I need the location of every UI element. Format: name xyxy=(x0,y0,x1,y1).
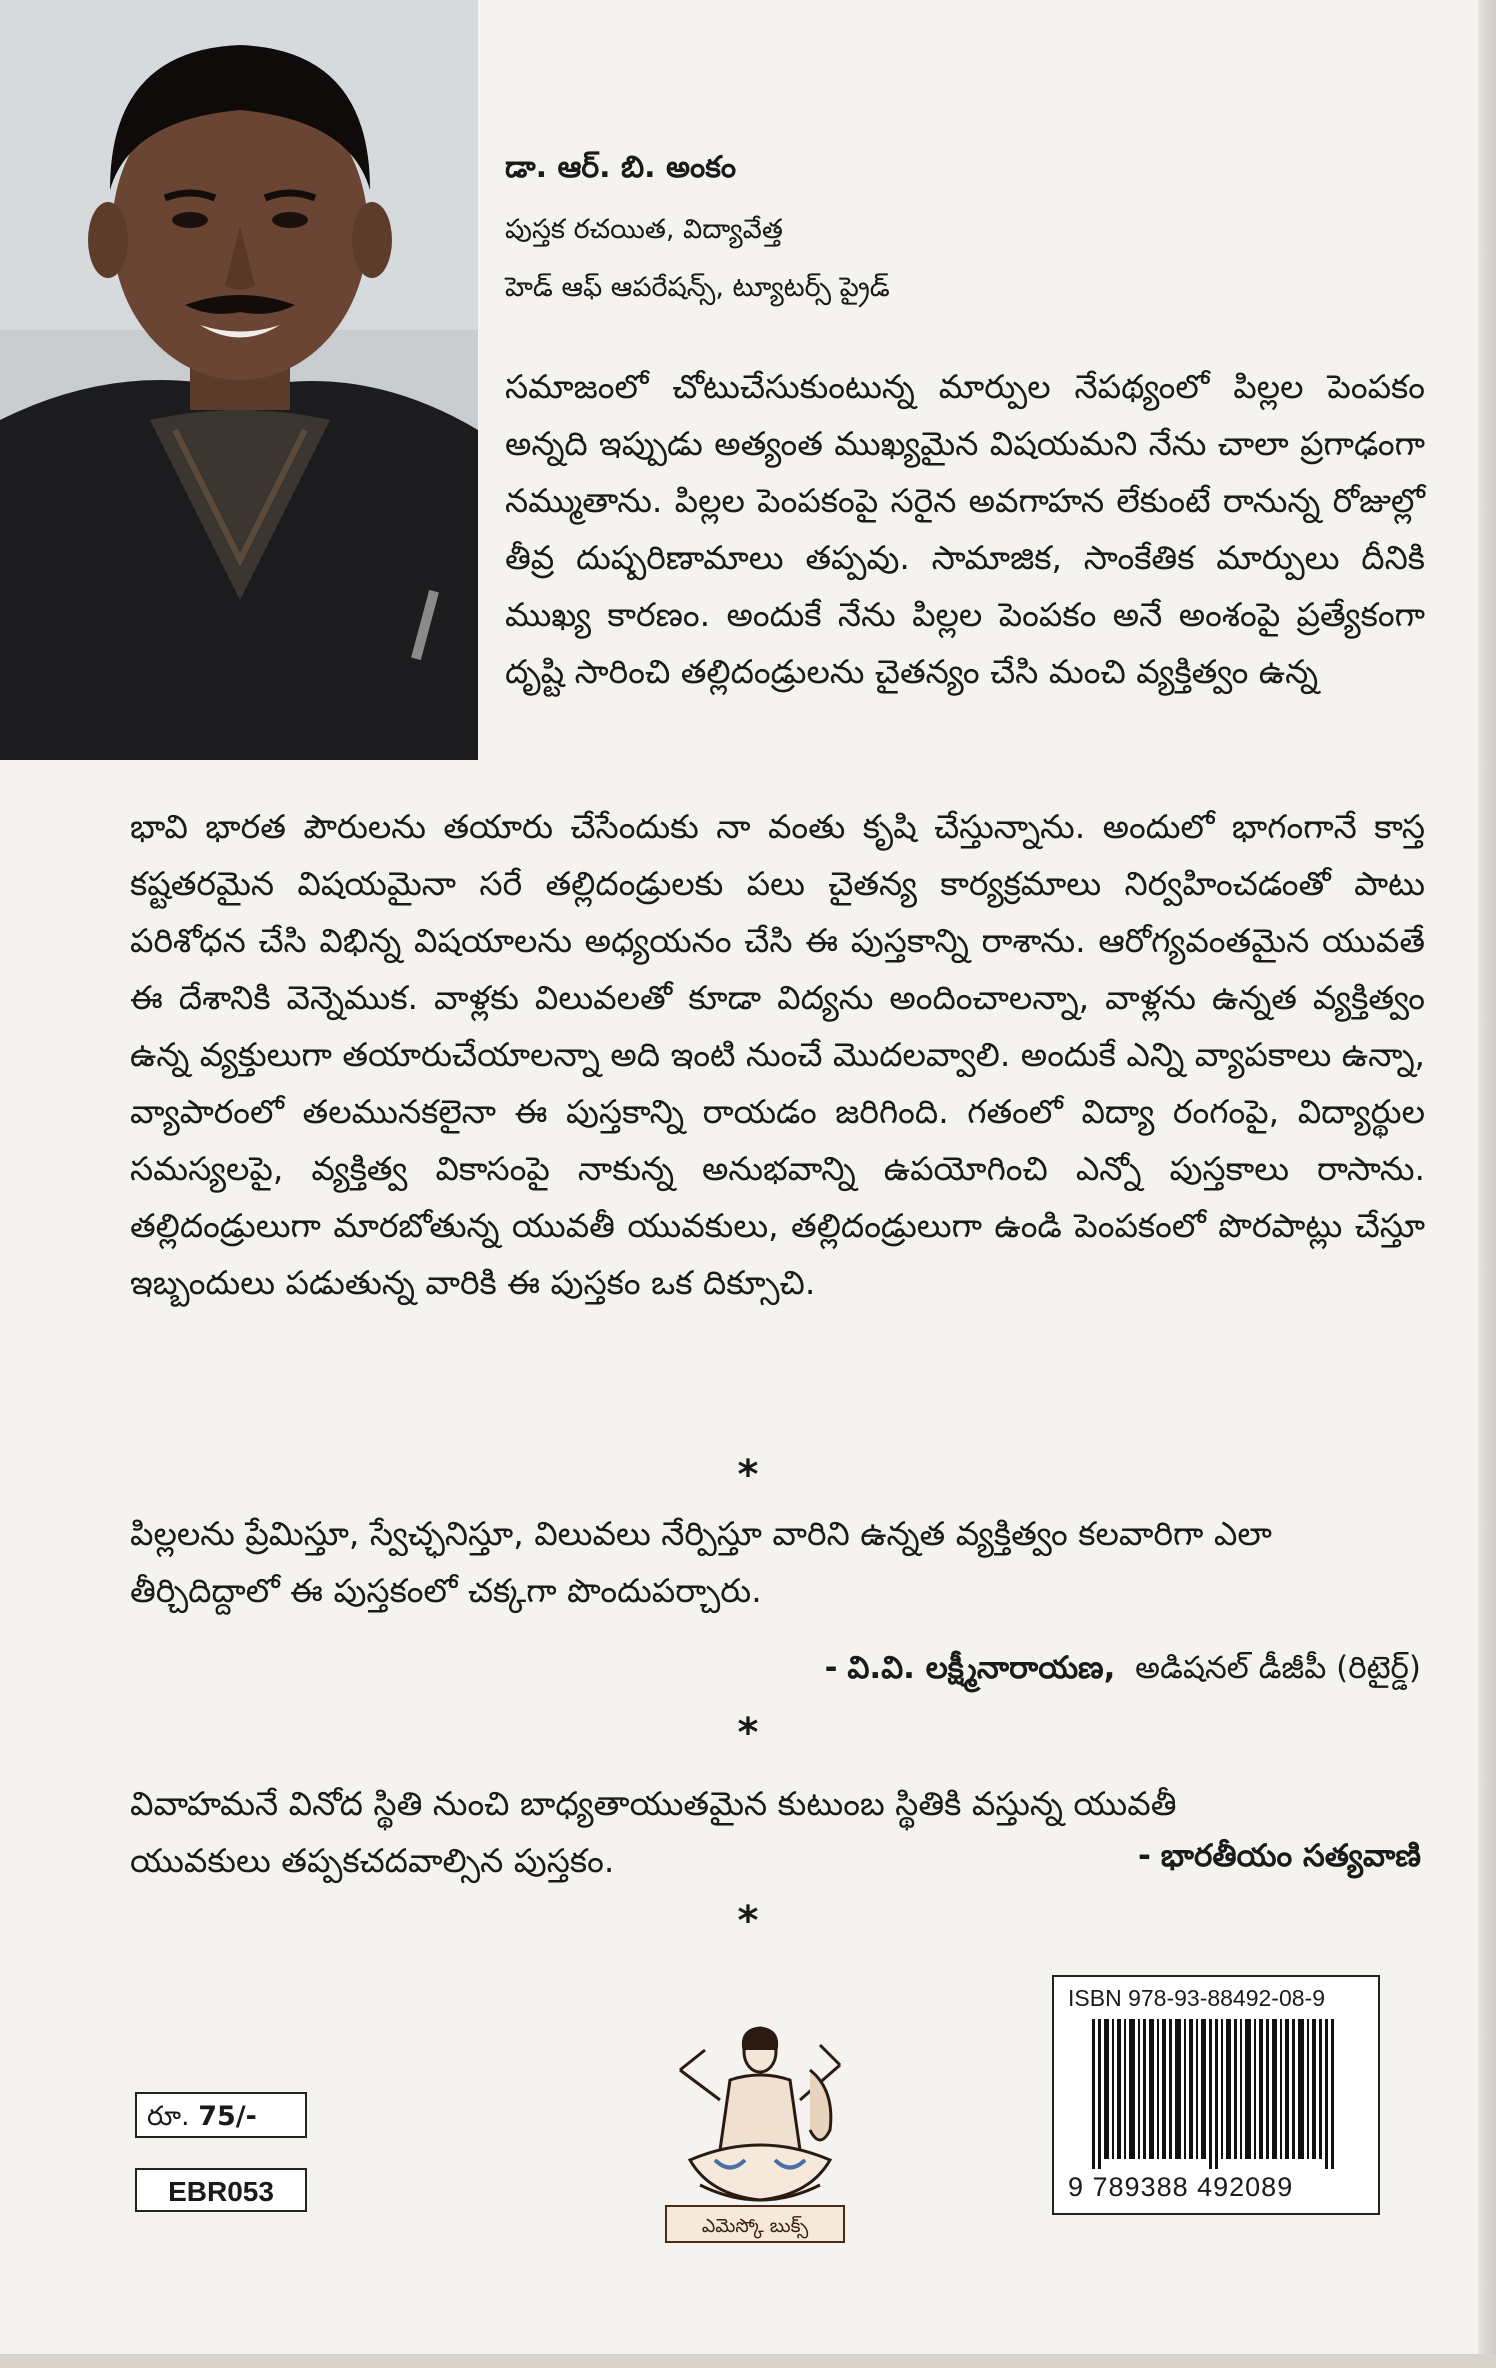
quote-1-title: అడిషనల్ డీజీపీ (రిటైర్డ్) xyxy=(1135,1650,1421,1686)
separator-star-2: * xyxy=(737,1710,759,1756)
catalog-code: EBR053 xyxy=(135,2168,307,2212)
author-photo-icon xyxy=(0,0,478,760)
isbn-digits: 9 789388 492089 xyxy=(1068,2172,1294,2202)
quote-1-text: పిల్లలను ప్రేమిస్తూ, స్వేచ్ఛనిస్తూ, విలువలు నేర్పిస్తూ వారిని ఉన్నత వ్యక్తిత్వం కలవారిగా ఎలా తీర్చిదిద్దాలో ఈ పుస్తకంలో చక్కగా పొందుపర్చారు. xyxy=(130,1514,1272,1610)
author-role-2: హెడ్ ఆఫ్ ఆపరేషన్స్, ట్యూటర్స్ ప్రైడ్ xyxy=(505,272,890,303)
quote-1-name: వి.వి. లక్ష్మీనారాయణ, xyxy=(847,1650,1116,1686)
quote-2-text: వివాహమనే వినోద స్థితి నుంచి బాధ్యతాయుతమైన కుటుంబ స్థితికి వస్తున్న యువతీ యువకులు తప్పకచదవాల్సిన పుస్తకం. xyxy=(130,1784,1177,1880)
price-prefix: రూ. xyxy=(147,2101,190,2132)
author-role-1: పుస్తక రచయిత, విద్యావేత్త xyxy=(505,214,783,245)
isbn-barcode-box xyxy=(1052,1975,1380,2215)
separator-star-1: * xyxy=(737,1452,759,1498)
cover-edge-right xyxy=(1478,0,1496,2368)
cover-edge-bottom xyxy=(0,2354,1496,2368)
author-name: డా. ఆర్. బి. అంకం xyxy=(505,150,737,185)
quote-2-dash: - xyxy=(1138,1838,1151,1874)
bio-paragraph-main: భావి భారత పౌరులను తయారు చేసేందుకు నా వంతు కృషి చేస్తున్నాను. అందులో భాగంగానే కాస్త కష్టతరమైన విషయమైనా సరే తల్లిదండ్రులకు పలు చైతన్య కార్యక్రమాలు నిర్వహించడంతో పాటు పరిశోధన చేసి విభిన్న విషయాలను అధ్యయనం చేసి ఈ పుస్తకాన్ని రాశాను. ఆరోగ్యవంతమైన యువతే ఈ దేశానికి వెన్నెముక. వాళ్లకు విలువలతో కూడా విద్యను అందించాలన్నా, వాళ్లను ఉన్నత వ్యక్తిత్వం ఉన్న వ్యక్తులుగా తయారుచేయాలన్నా అది ఇంటి నుంచే మొదలవ్వాలి. అందుకే ఎన్ని వ్యాపకాలు ఉన్నా, వ్యాపారంలో తలమునకలైనా ఈ పుస్తకాన్ని రాయడం జరిగింది. గతంలో విద్యా రంగంపై, విద్యార్థుల సమస్యలపై, వ్యక్తిత్వ వికాసంపై నాకున్న అనుభవాన్ని ఉపయోగించి ఎన్నో పుస్తకాలు రాసాను. తల్లిదండ్రులుగా మారబోతున్న యువతీ యువకులు, తల్లిదండ్రులుగా ఉండి పెంపకంలో పొరపాట్లు చేస్తూ ఇబ్బందులు పడుతున్న వారికి ఈ పుస్తకం ఒక దిక్సూచి. xyxy=(130,807,1426,1302)
bio-paragraph-top: సమాజంలో చోటుచేసుకుంటున్న మార్పుల నేపథ్యంలో పిల్లల పెంపకం అన్నది ఇప్పుడు అత్యంత ముఖ్యమైన విషయమని నేను చాలా ప్రగాఢంగా నమ్ముతాను. పిల్లల పెంపకంపై సరైన అవగాహన లేకుంటే రానున్న రోజుల్లో తీవ్ర దుష్పరిణామాలు తప్పవు. సామాజిక, సాంకేతిక మార్పులు దీనికి ముఖ్య కారణం. అందుకే నేను పిల్లల పెంపకం అనే అంశంపై ప్రత్యేకంగా దృష్టి సారించి తల్లిదండ్రులను చైతన్యం చేసి మంచి వ్యక్తిత్వం ఉన్న xyxy=(505,367,1425,691)
quote-2-name: భారతీయం సత్యవాణి xyxy=(1160,1838,1421,1874)
author-photo xyxy=(0,0,478,760)
separator-star-3: * xyxy=(737,1898,759,1944)
author-info xyxy=(505,150,1405,330)
barcode-icon xyxy=(1092,2019,1342,2169)
isbn-label: ISBN 978-93-88492-08-9 xyxy=(1068,1985,1325,2011)
quote-2-attribution xyxy=(1138,1838,1421,1881)
quote-1-attribution xyxy=(825,1650,1421,1693)
price-amount: 75/- xyxy=(198,2101,257,2132)
publisher-logo-label: ఎమెస్కో బుక్స్ xyxy=(665,2205,845,2243)
quote-1-dash: - xyxy=(824,1650,838,1686)
price-label xyxy=(135,2092,307,2138)
